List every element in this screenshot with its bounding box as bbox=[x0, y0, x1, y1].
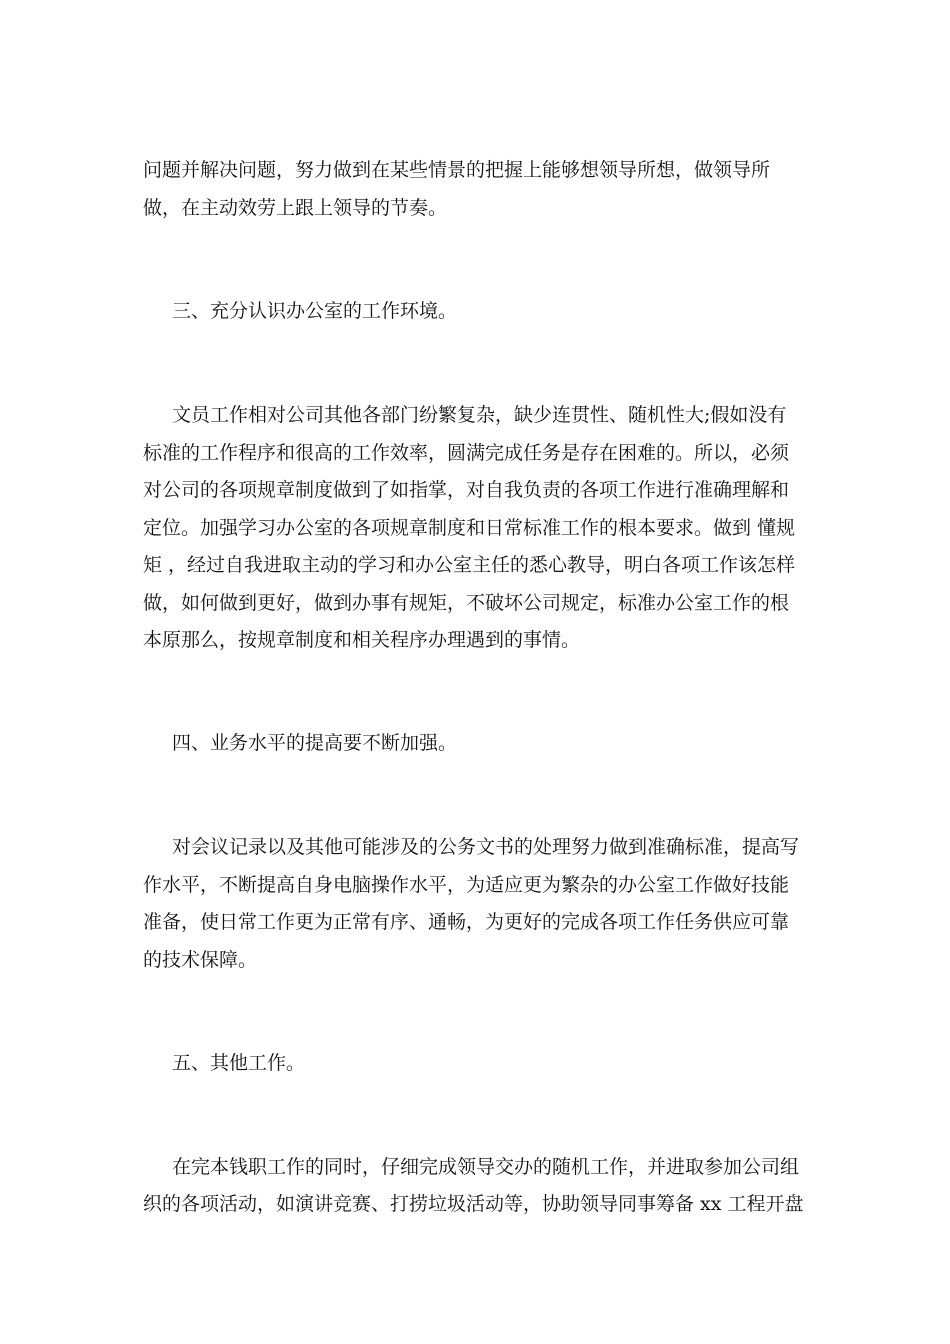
section-heading: 三、充分认识办公室的工作环境。 bbox=[172, 300, 458, 322]
paragraph-line: 织的各项活动，如演讲竞赛、打捞垃圾活动等，协助领导同事筹备 xx 工程开盘 bbox=[143, 1193, 804, 1215]
paragraph-line: 标准的工作程序和很高的工作效率，圆满完成任务是存在困难的。所以，必须 bbox=[143, 442, 790, 464]
paragraph-line: 的技术保障。 bbox=[143, 949, 258, 971]
paragraph-line: 做，在主动效劳上跟上领导的节奏。 bbox=[143, 197, 448, 219]
paragraph-line: 作水平，不断提高自身电脑操作水平，为适应更为繁杂的办公室工作做好技能 bbox=[143, 874, 790, 896]
paragraph-line: 在完本钱职工作的同时，仔细完成领导交办的随机工作，并进取参加公司组 bbox=[172, 1156, 800, 1178]
paragraph-line: 对会议记录以及其他可能涉及的公务文书的处理努力做到准确标准，提高写 bbox=[172, 836, 800, 858]
paragraph-line: 准备，使日常工作更为正常有序、通畅，为更好的完成各项工作任务供应可靠 bbox=[143, 911, 790, 933]
paragraph-line: 定位。加强学习办公室的各项规章制度和日常标准工作的根本要求。做到 懂规 bbox=[143, 517, 796, 539]
section-heading: 五、其他工作。 bbox=[172, 1052, 306, 1074]
paragraph-line: 本原那么，按规章制度和相关程序办理遇到的事情。 bbox=[143, 629, 581, 651]
paragraph-line: 做，如何做到更好，做到办事有规矩，不破坏公司规定，标准办公室工作的根 bbox=[143, 592, 790, 614]
paragraph-line: 文员工作相对公司其他各部门纷繁复杂，缺少连贯性、随机性大;假如没有 bbox=[172, 404, 787, 426]
paragraph-line: 对公司的各项规章制度做到了如指掌，对自我负责的各项工作进行准确理解和 bbox=[143, 479, 790, 501]
paragraph-line: 问题并解决问题，努力做到在某些情景的把握上能够想领导所想，做领导所 bbox=[143, 159, 771, 181]
section-heading: 四、业务水平的提高要不断加强。 bbox=[172, 732, 458, 754]
paragraph-line: 矩 ，经过自我进取主动的学习和办公室主任的悉心教导，明白各项工作该怎样 bbox=[143, 554, 796, 576]
